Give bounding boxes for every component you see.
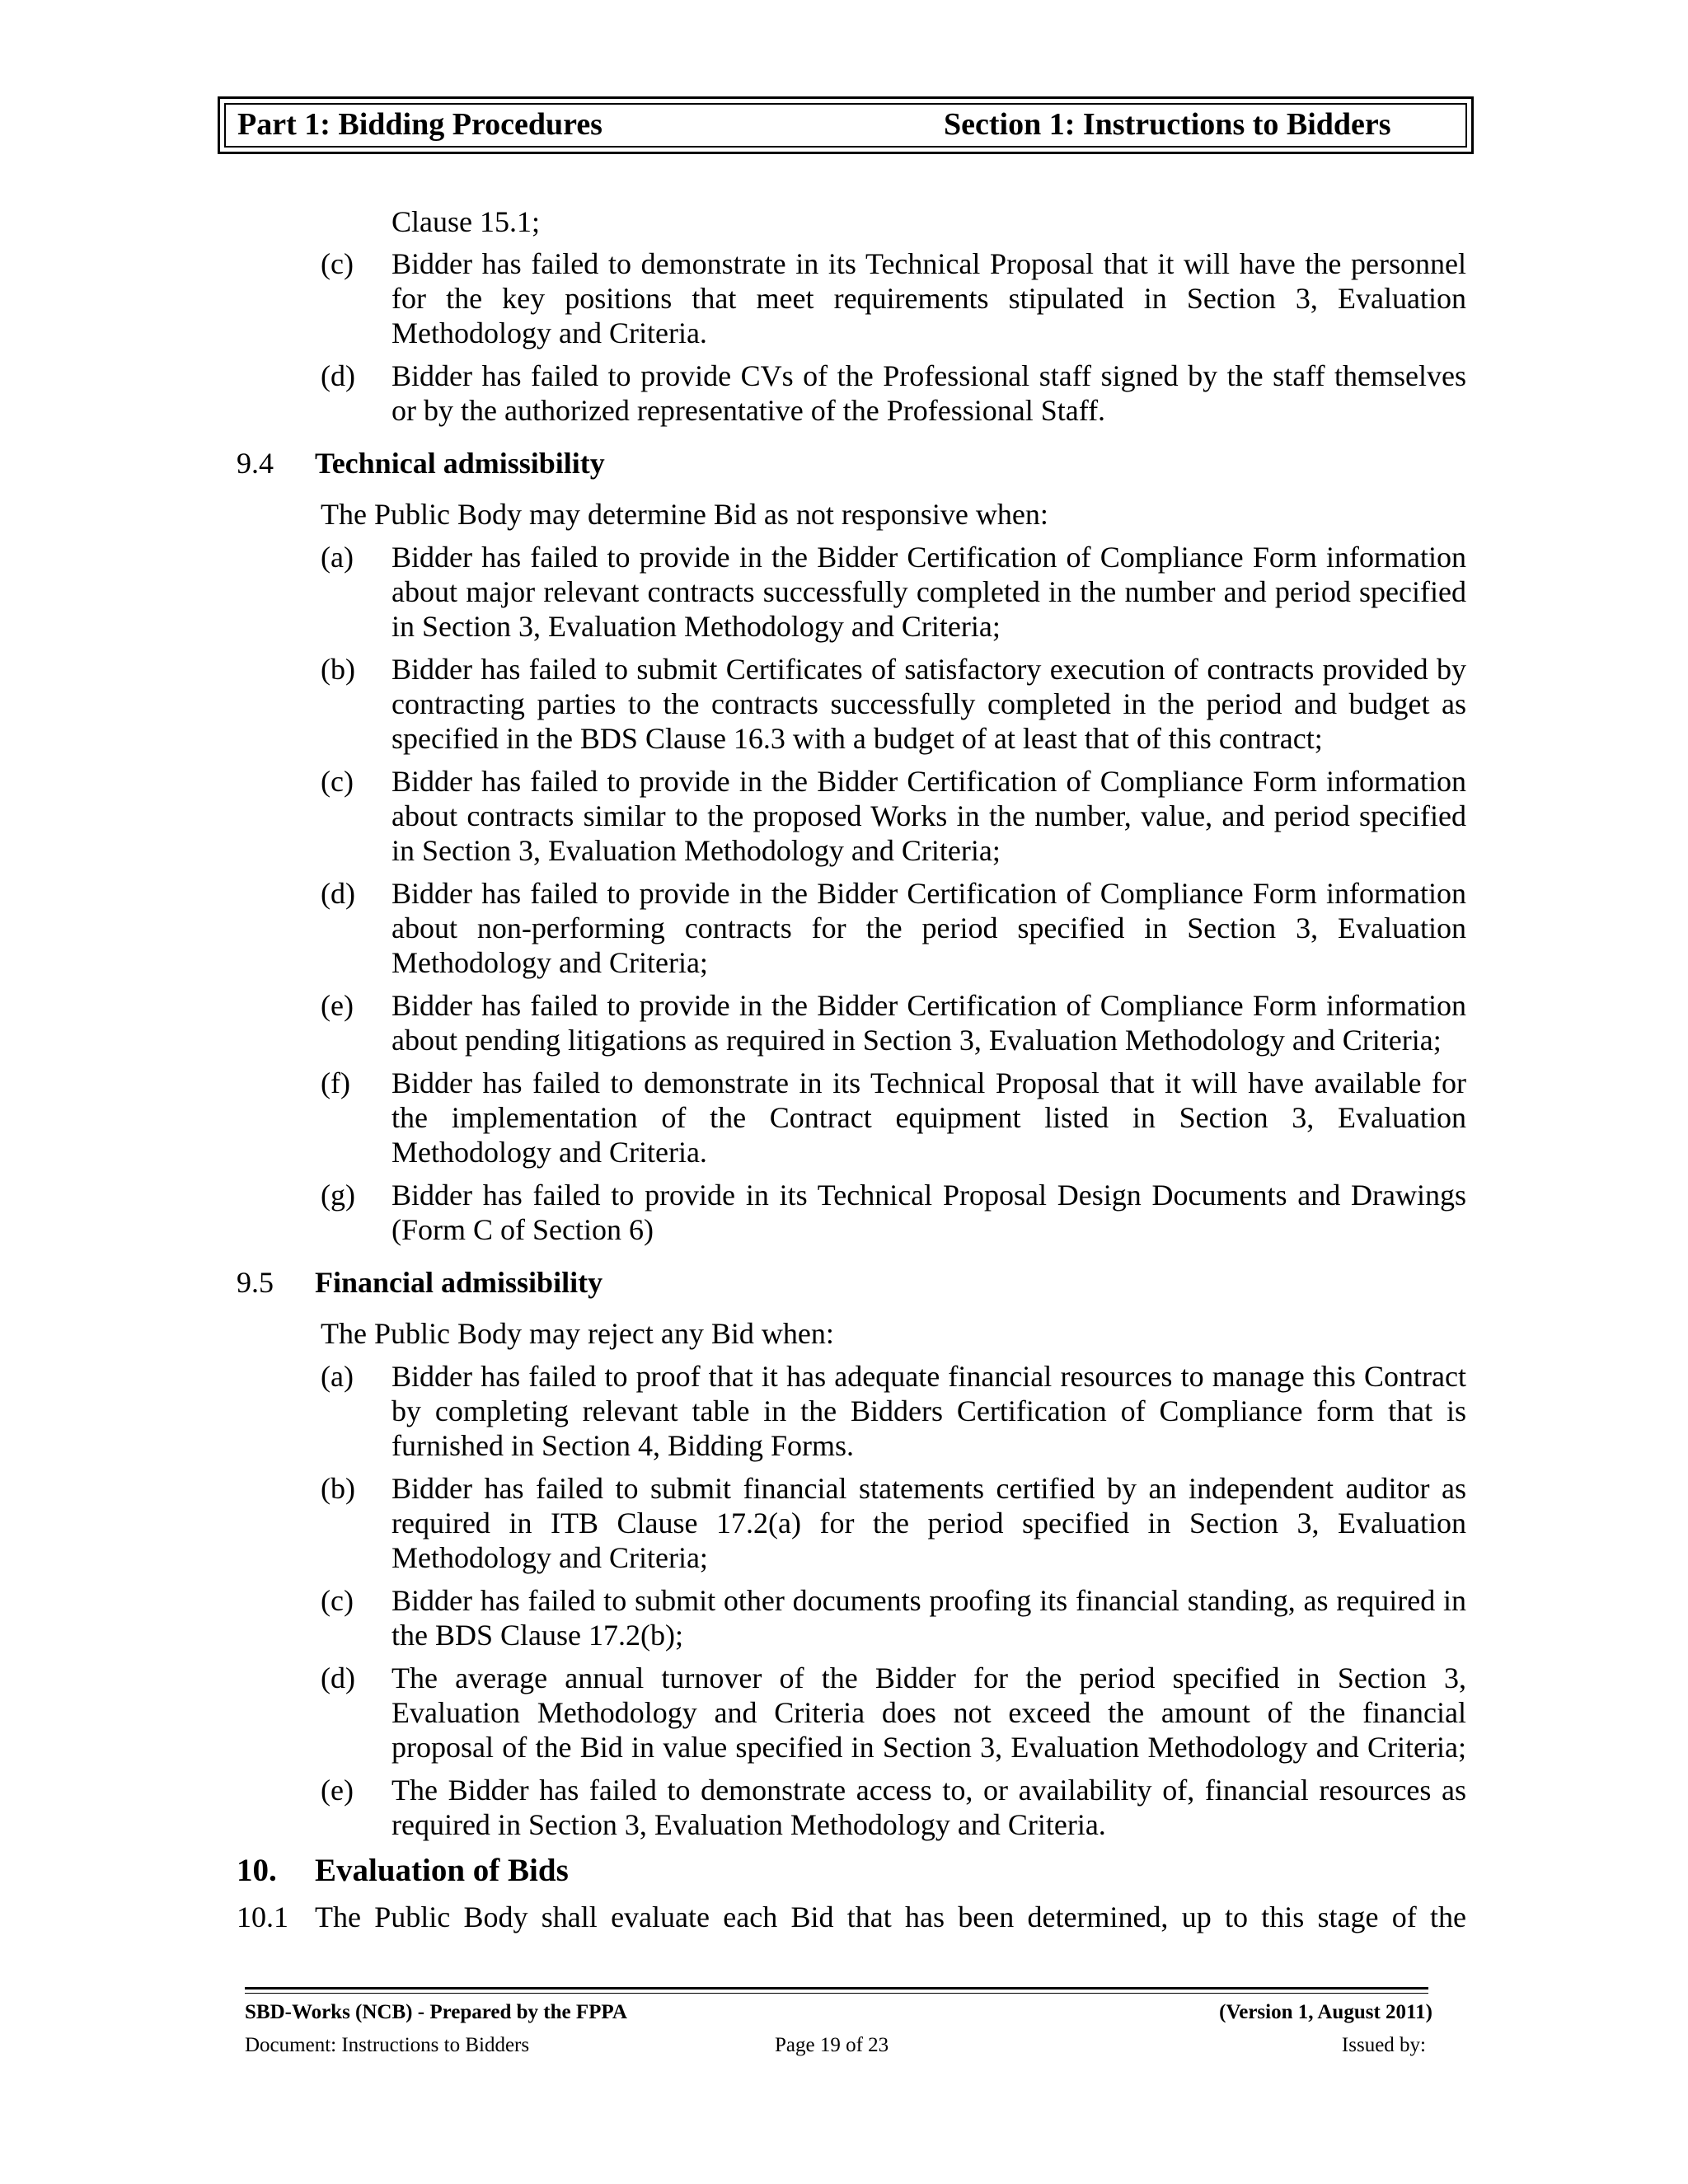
body-line: furnished in Section 4, Bidding Forms. (392, 1429, 854, 1462)
body-line: by completing relevant table in the Bidders Certification of Compliance form that is (392, 1394, 1466, 1427)
footer-issued-by: Issued by: (1341, 2034, 1426, 2056)
section-heading: Financial admissibility (315, 1266, 603, 1299)
body-line: about contracts similar to the proposed Works in the number, value, and period specified (392, 799, 1466, 832)
body-line: The average annual turnover of the Bidder for the period specified in Section 3, (392, 1661, 1466, 1694)
body-line: Bidder has failed to provide in the Bidder Certification of Compliance Form information (392, 541, 1466, 574)
body-line: Bidder has failed to submit Certificates of satisfactory execution of contracts provided by (392, 653, 1466, 686)
body-line: Bidder has failed to demonstrate in its Technical Proposal that it will have available for (392, 1066, 1466, 1099)
body-line: for the key positions that meet requirements stipulated in Section 3, Evaluation (392, 282, 1466, 315)
body-line: Bidder has failed to proof that it has adequate financial resources to manage this Contract (392, 1360, 1466, 1393)
item-label: (a) (321, 1360, 354, 1393)
item-label: (c) (321, 765, 354, 798)
section-number: 10. (237, 1853, 277, 1888)
item-label: (d) (321, 1661, 355, 1694)
body-line: specified in the BDS Clause 16.3 with a budget of at least that of this contract; (392, 722, 1323, 755)
item-label: (e) (321, 989, 354, 1022)
item-label: (g) (321, 1179, 355, 1212)
header-section-title: Section 1: Instructions to Bidders (944, 107, 1391, 142)
body-line: Clause 15.1; (392, 205, 540, 238)
body-line: Bidder has failed to provide in its Technical Proposal Design Documents and Drawings (392, 1179, 1466, 1212)
header-part-title: Part 1: Bidding Procedures (237, 107, 603, 142)
section-number: 9.5 (237, 1266, 274, 1299)
item-label: (a) (321, 541, 354, 574)
body-line: Evaluation Methodology and Criteria does not exceed the amount of the financial (392, 1696, 1466, 1729)
body-line: Bidder has failed to demonstrate in its Technical Proposal that it will have the personnel (392, 247, 1466, 280)
section-number: 10.1 (237, 1900, 288, 1933)
body-line: about major relevant contracts successfully completed in the number and period specified (392, 575, 1466, 608)
body-line: required in Section 3, Evaluation Methodology and Criteria. (392, 1808, 1106, 1841)
body-line: Methodology and Criteria. (392, 316, 707, 349)
body-line: Bidder has failed to provide in the Bidder Certification of Compliance Form information (392, 877, 1466, 910)
item-label: (d) (321, 877, 355, 910)
body-line: in Section 3, Evaluation Methodology and Criteria; (392, 834, 1001, 867)
footer-page-number: Page 19 of 23 (775, 2034, 889, 2056)
body-line: about pending litigations as required in Section 3, Evaluation Methodology and Criteria; (392, 1024, 1442, 1057)
item-label: (d) (321, 359, 355, 392)
body-line: Bidder has failed to submit other documents proofing its financial standing, as required in (392, 1584, 1466, 1617)
footer-version: (Version 1, August 2011) (1219, 2001, 1432, 2023)
body-line: Bidder has failed to provide CVs of the Professional staff signed by the staff themselves (392, 359, 1466, 392)
body-line: Methodology and Criteria. (392, 1136, 707, 1169)
item-label: (c) (321, 247, 354, 280)
footer-document: Document: Instructions to Bidders (245, 2034, 530, 2056)
footer-prepared-by: SBD-Works (NCB) - Prepared by the FPPA (245, 2001, 627, 2023)
body-line: Bidder has failed to provide in the Bidder Certification of Compliance Form information (392, 765, 1466, 798)
body-line: in Section 3, Evaluation Methodology and Criteria; (392, 610, 1001, 643)
footer-rule (245, 1993, 1428, 1994)
body-line: about non-performing contracts for the period specified in Section 3, Evaluation (392, 912, 1466, 944)
footer-rule (245, 1987, 1428, 1990)
body-line: The Bidder has failed to demonstrate access to, or availability of, financial resources as (392, 1774, 1466, 1807)
body-line: required in ITB Clause 17.2(a) for the period specified in Section 3, Evaluation (392, 1507, 1466, 1540)
body-line: (Form C of Section 6) (392, 1213, 654, 1246)
body-line: Methodology and Criteria; (392, 1541, 708, 1574)
body-line: the BDS Clause 17.2(b); (392, 1619, 683, 1652)
body-line: contracting parties to the contracts successfully completed in the period and budget as (392, 687, 1466, 720)
section-intro: The Public Body may determine Bid as not responsive when: (321, 498, 1048, 531)
body-line: Methodology and Criteria; (392, 946, 708, 979)
section-heading: Technical admissibility (315, 447, 605, 480)
body-line: Bidder has failed to provide in the Bidder Certification of Compliance Form information (392, 989, 1466, 1022)
body-line: The Public Body shall evaluate each Bid that has been determined, up to this stage of the (315, 1900, 1466, 1933)
body-line: the implementation of the Contract equipment listed in Section 3, Evaluation (392, 1101, 1466, 1134)
item-label: (c) (321, 1584, 354, 1617)
body-line: proposal of the Bid in value specified in Section 3, Evaluation Methodology and Criteria; (392, 1731, 1466, 1764)
section-heading: Evaluation of Bids (315, 1853, 569, 1888)
body-line: or by the authorized representative of the Professional Staff. (392, 394, 1106, 427)
body-line: Bidder has failed to submit financial statements certified by an independent auditor as (392, 1472, 1466, 1505)
section-number: 9.4 (237, 447, 274, 480)
item-label: (f) (321, 1066, 350, 1099)
item-label: (e) (321, 1774, 354, 1807)
item-label: (b) (321, 653, 355, 686)
item-label: (b) (321, 1472, 355, 1505)
section-intro: The Public Body may reject any Bid when: (321, 1317, 834, 1350)
